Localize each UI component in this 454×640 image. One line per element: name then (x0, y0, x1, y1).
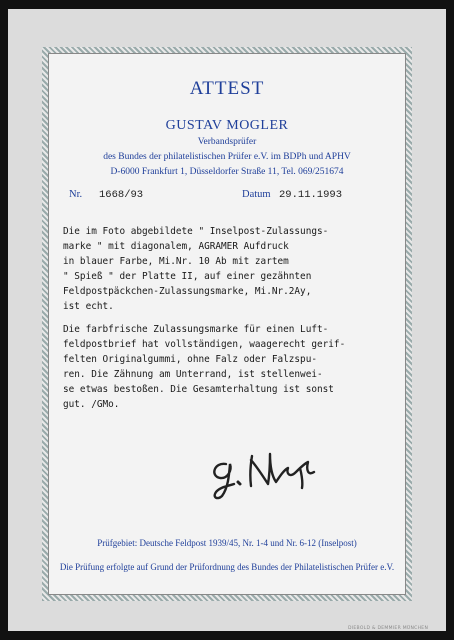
text-line: Die im Foto abgebildete " Inselpost-Zulassungs- (63, 226, 329, 237)
handwritten-signature (204, 442, 329, 502)
certificate-date-label: Datum (242, 189, 271, 200)
certificate-title: ATTEST (189, 78, 265, 99)
text-line: ist echt. (63, 301, 114, 312)
text-line: felten Originalgummi, ohne Falz oder Falzspu- (63, 354, 317, 365)
exam-scope: Prüfgebiet: Deutsche Feldpost 1939/45, Nr. 1-4 und Nr. 6-12 (Inselpost) (97, 538, 357, 548)
certificate-frame (42, 47, 412, 601)
certificate-sheet (8, 9, 446, 631)
examiner-association: des Bundes der philatelistischen Prüfer e.V. im BDPh und APHV (103, 152, 351, 162)
certificate-number: 1668/93 (99, 189, 144, 201)
certificate-date: 29.11.1993 (279, 189, 343, 201)
examiner-address: D-6000 Frankfurt 1, Düsseldorfer Straße 11, Tel. 069/251674 (110, 167, 344, 177)
text-line: ren. Die Zähnung am Unterrand, ist stellenwei- (63, 369, 323, 380)
text-line: gut. /GMo. (63, 399, 120, 410)
certificate-number-label: Nr. (69, 189, 83, 200)
examiner-role: Verbandsprüfer (197, 137, 257, 147)
opinion-paragraph-2 (63, 322, 395, 412)
examiner-name: GUSTAV MOGLER (165, 118, 289, 133)
certificate-inner-border (48, 53, 406, 595)
text-line: se etwas bestoßen. Die Gesamterhaltung ist sonst (63, 384, 334, 395)
text-line: " Spieß " der Platte II, auf einer gezähnten (63, 271, 312, 282)
text-line: Feldpostpäckchen-Zulassungsmarke, Mi.Nr.2Ay, (63, 286, 312, 297)
opinion-paragraph-1 (63, 224, 395, 314)
text-line: marke " mit diagonalem, AGRAMER Aufdruck (63, 241, 289, 252)
text-line: Die farbfrische Zulassungsmarke für einen Luft- (63, 324, 329, 335)
text-line: in blauer Farbe, Mi.Nr. 10 Ab mit zartem (63, 256, 289, 267)
photographer-watermark: DIEBOLD & DEMMIER MÜNCHEN (348, 626, 429, 631)
exam-regulation-note: Die Prüfung erfolgte auf Grund der Prüfordnung des Bundes der Philatelistischen Prüfer e.V. (59, 562, 395, 572)
text-line: feldpostbrief hat vollständigen, waagerecht gerif- (63, 339, 346, 350)
